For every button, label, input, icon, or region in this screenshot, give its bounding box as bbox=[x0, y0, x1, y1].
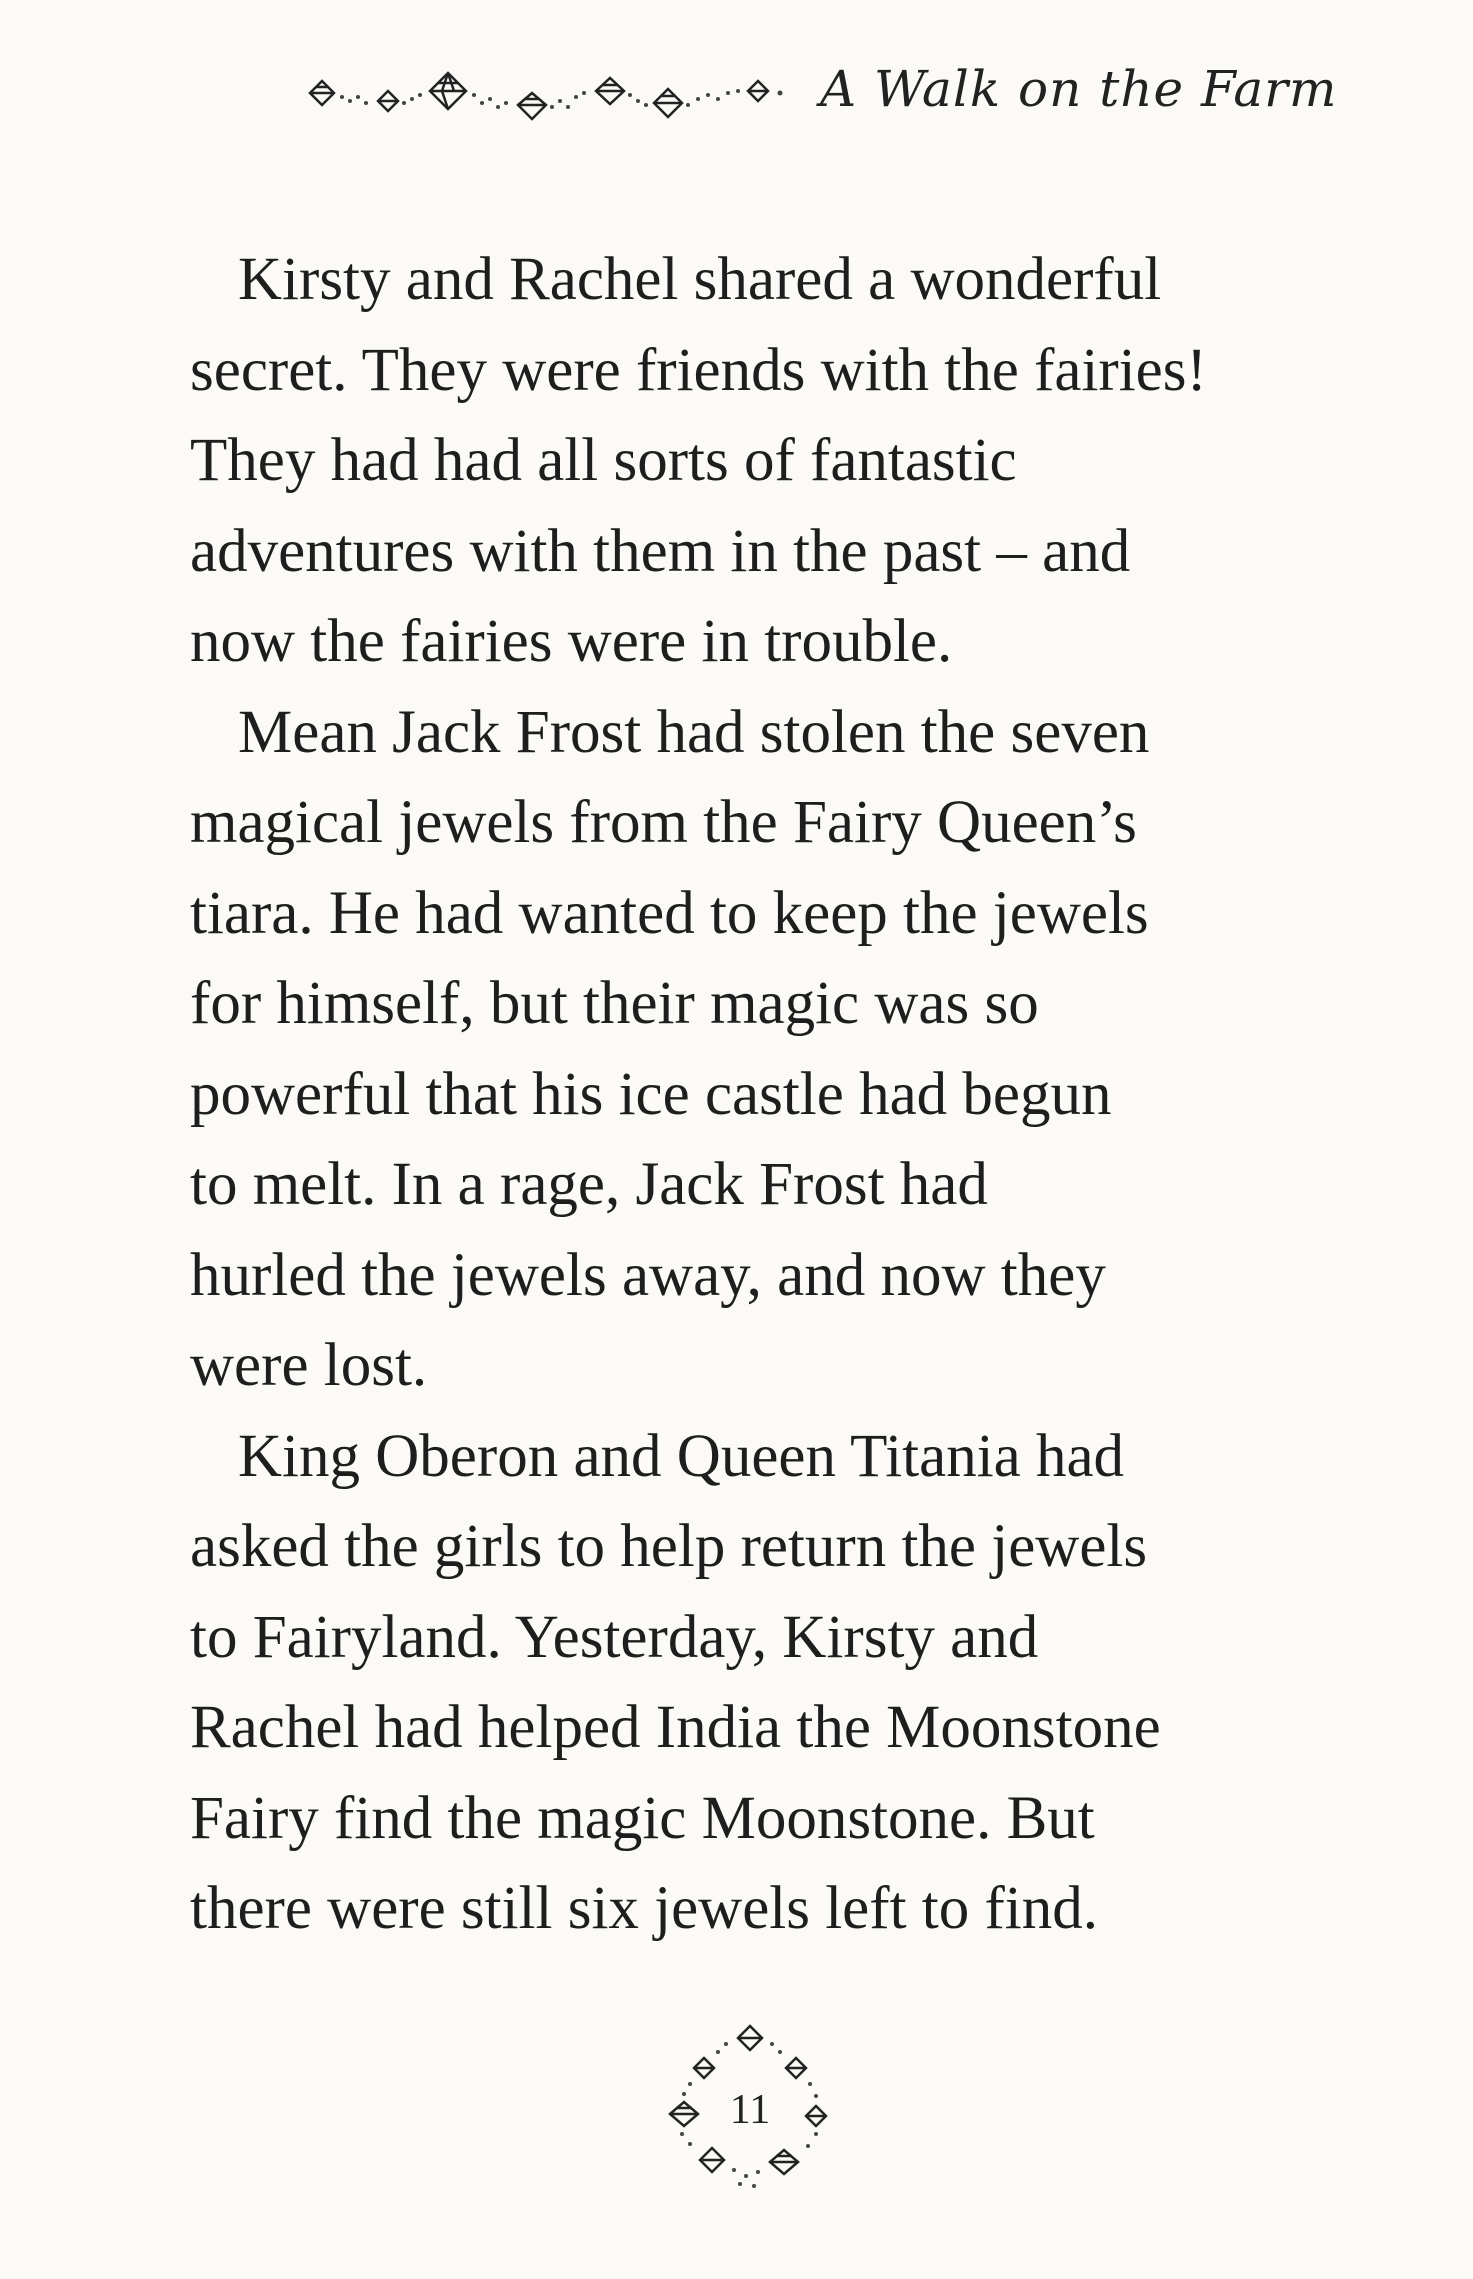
page-number: 11 bbox=[729, 2087, 771, 2133]
body-text bbox=[190, 235, 1340, 1955]
jewel-chain-icon bbox=[290, 63, 810, 133]
paragraph: Kirsty and Rachel shared a wonderful secret. They were friends with the fairies! They had had all sorts of fantastic adventures with them in the past – and now the fairies were in trouble. bbox=[190, 246, 1207, 675]
page-header bbox=[290, 55, 1340, 145]
paragraph: Mean Jack Frost had stolen the seven magical jewels from the Fairy Queen’s tiara. He had wanted to keep the jewels for himself, but their magic was so powerful that his ice castle had begun to melt. In a rage, Jack Frost had hurled the jewels away, and now they were lost. bbox=[190, 698, 1150, 1399]
paragraph: King Oberon and Queen Titania had asked the girls to help return the jewels to Fairyland. Yesterday, Kirsty and Rachel had helped India the Moonstone Fairy find the magic Moonstone. But there were still six jewels left to find. bbox=[190, 1422, 1161, 1942]
running-title: A Walk on the Farm bbox=[820, 60, 1338, 118]
page-folio bbox=[650, 2010, 850, 2210]
